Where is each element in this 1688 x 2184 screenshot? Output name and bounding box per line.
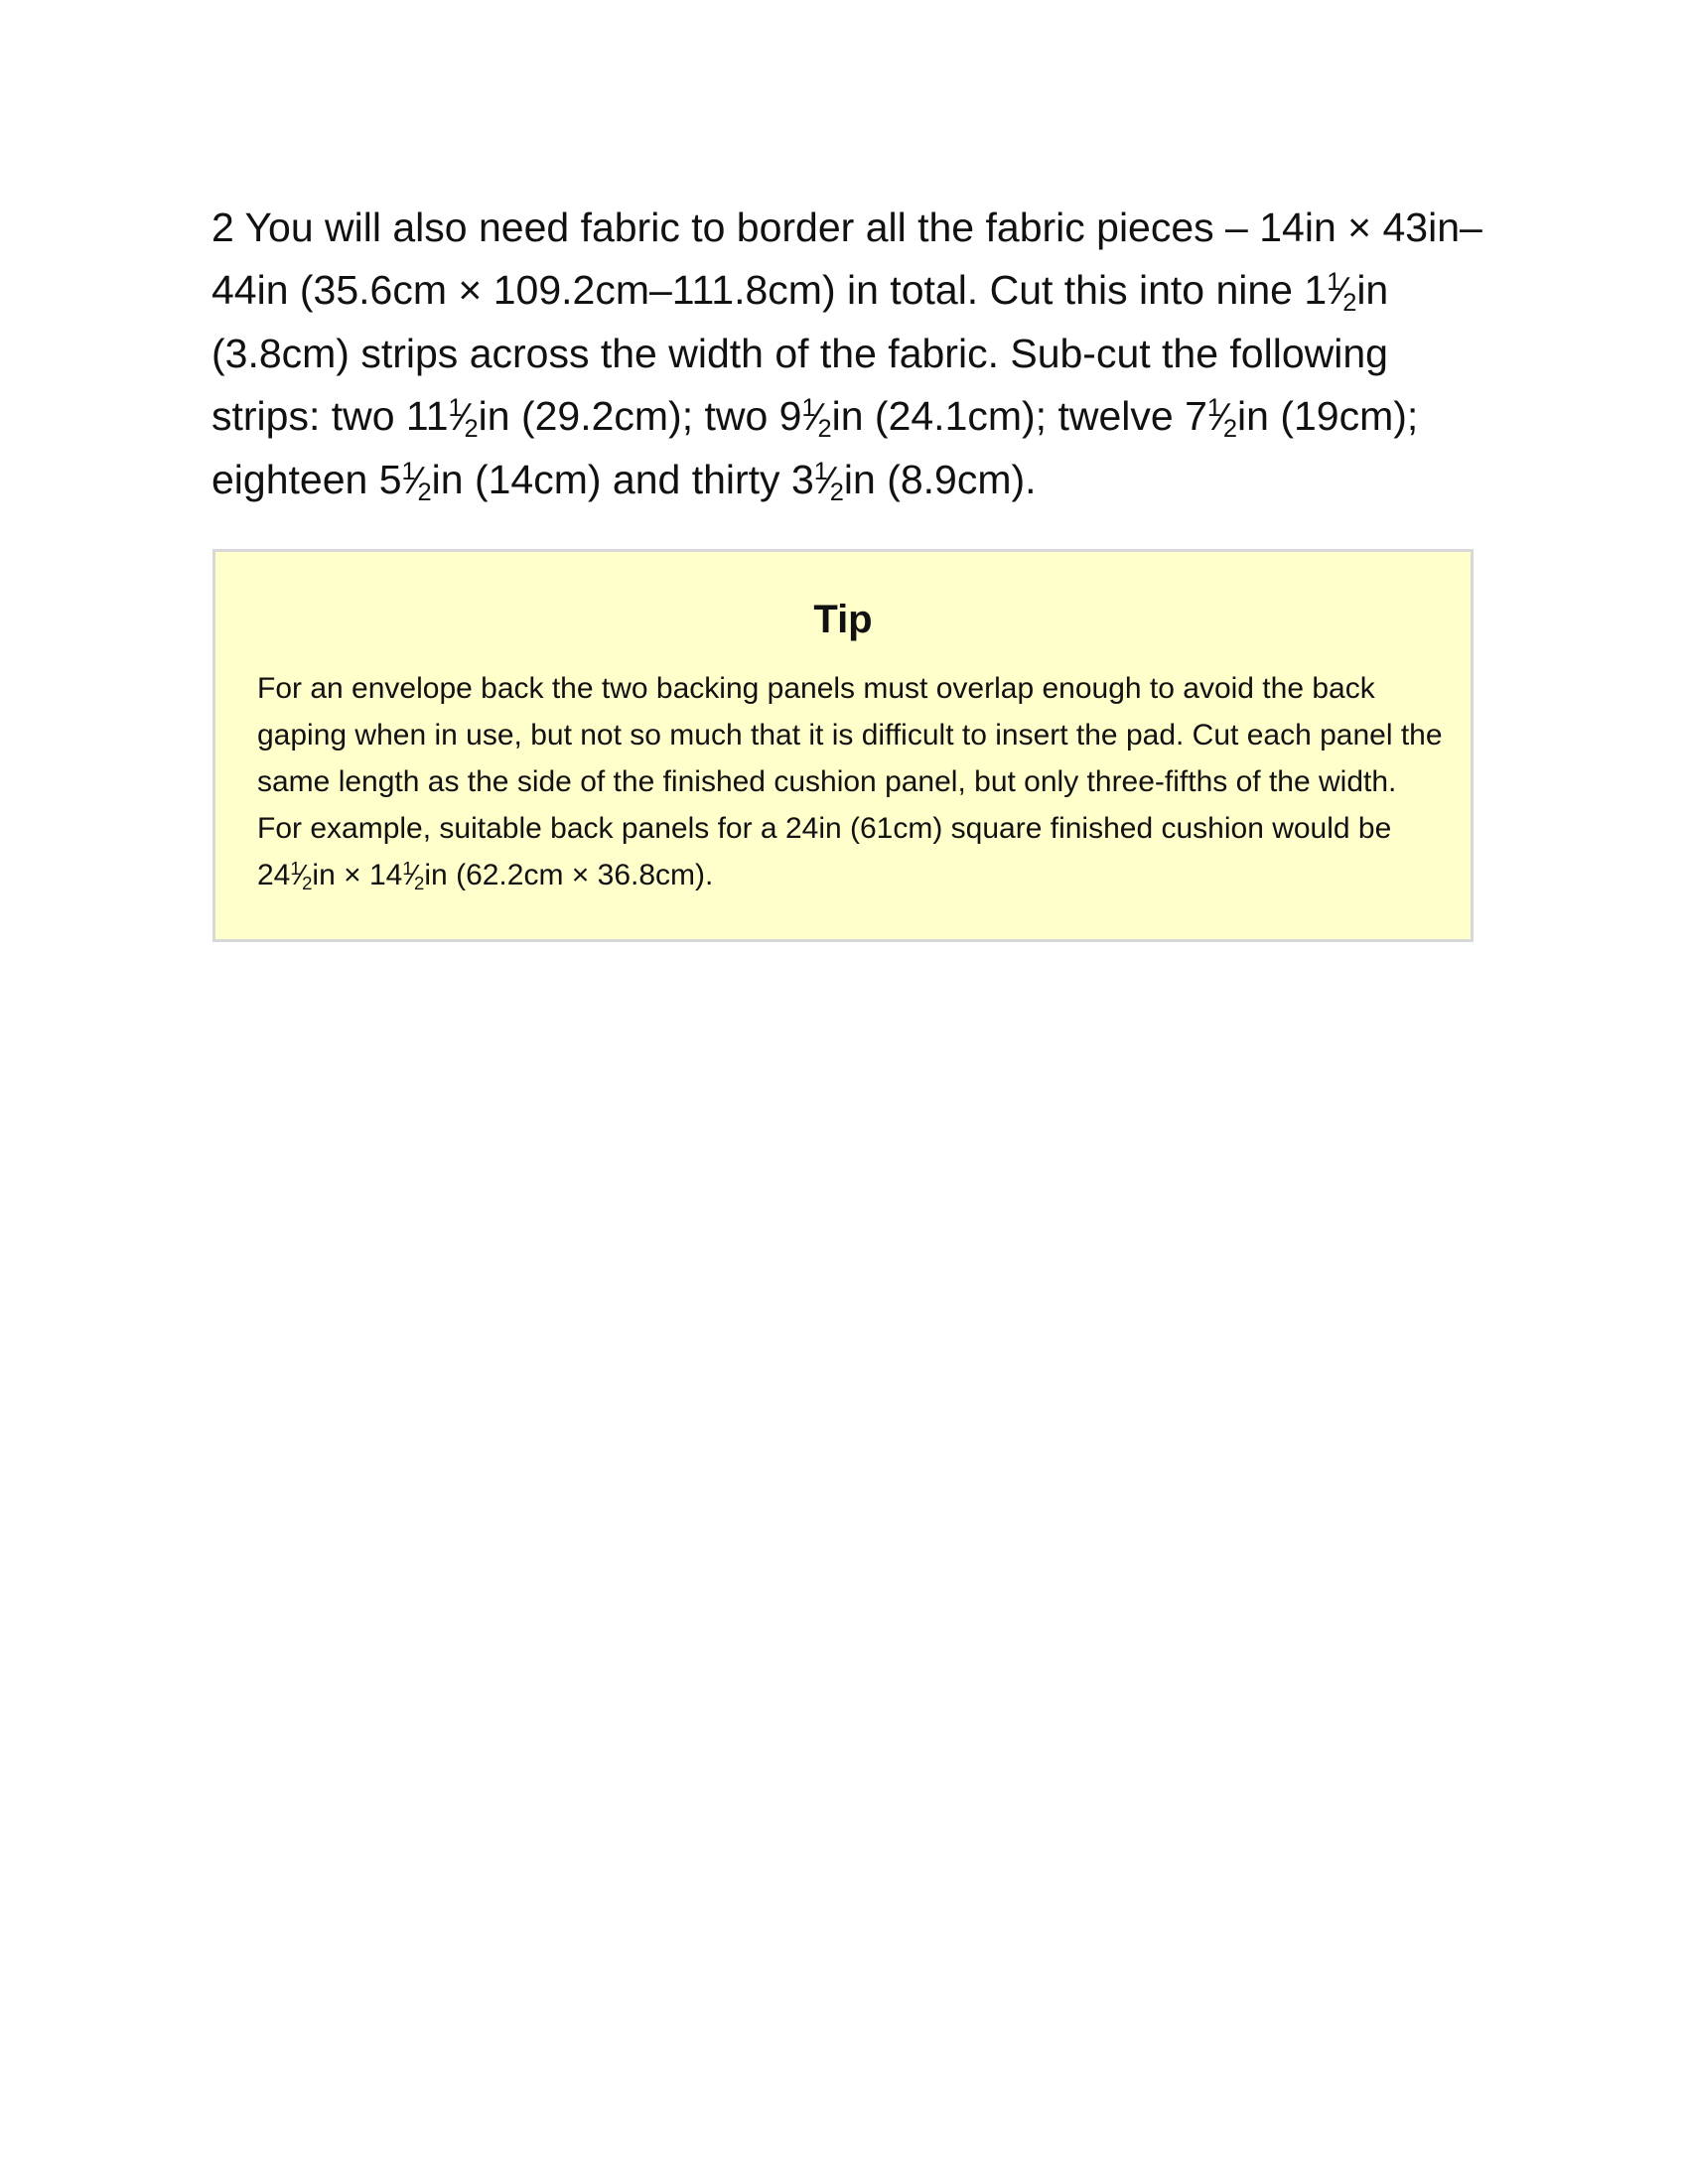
fraction-half: $^1$⁄2 bbox=[448, 393, 479, 443]
step-2-paragraph bbox=[211, 197, 1492, 513]
step-text: in (14cm) and thirty 3 bbox=[431, 457, 814, 502]
fraction-half: $^1$⁄2 bbox=[1327, 267, 1357, 317]
tip-text-segment: For an envelope back the two backing panels must overlap enough to avoid the back gaping when in use, but not so much that it is difficult to insert the pad. Cut each panel the same length as the side of the finished cushion panel, but only three-fifths of the width. For example, suitable back panels for a 24in (61cm) square finished cushion would be 24 bbox=[257, 672, 1443, 891]
step-text: 2 You will also need fabric to border all the fabric pieces – 14in × 43in–44in (35.6cm × 109.2cm–111.8cm) in total. Cut this into nine 1 bbox=[211, 205, 1482, 313]
step-text: in (24.1cm); twelve 7 bbox=[831, 392, 1207, 439]
fraction-half: $^1$⁄2 bbox=[801, 393, 832, 443]
fraction-half: $^1$⁄2 bbox=[290, 857, 313, 894]
fraction-half: $^1$⁄2 bbox=[813, 458, 844, 507]
tip-title: Tip bbox=[813, 598, 873, 641]
step-text: in (19cm); eighteen 5 bbox=[211, 392, 1419, 502]
step-text: in (29.2cm); two 9 bbox=[478, 392, 802, 439]
tip-text-segment: in (62.2cm × 36.8cm). bbox=[424, 859, 714, 891]
fraction-half: $^1$⁄2 bbox=[402, 857, 425, 894]
tip-text-segment: in × 14 bbox=[312, 859, 403, 891]
fraction-half: $^1$⁄2 bbox=[401, 458, 432, 507]
tip-text bbox=[257, 665, 1449, 899]
fraction-half: $^1$⁄2 bbox=[1206, 393, 1238, 443]
step-text: in (3.8cm) strips across the width of the fabric. Sub-cut the following strips: two 11 bbox=[211, 266, 1389, 439]
tip-box bbox=[212, 549, 1474, 942]
step-text: in (8.9cm). bbox=[843, 457, 1037, 502]
